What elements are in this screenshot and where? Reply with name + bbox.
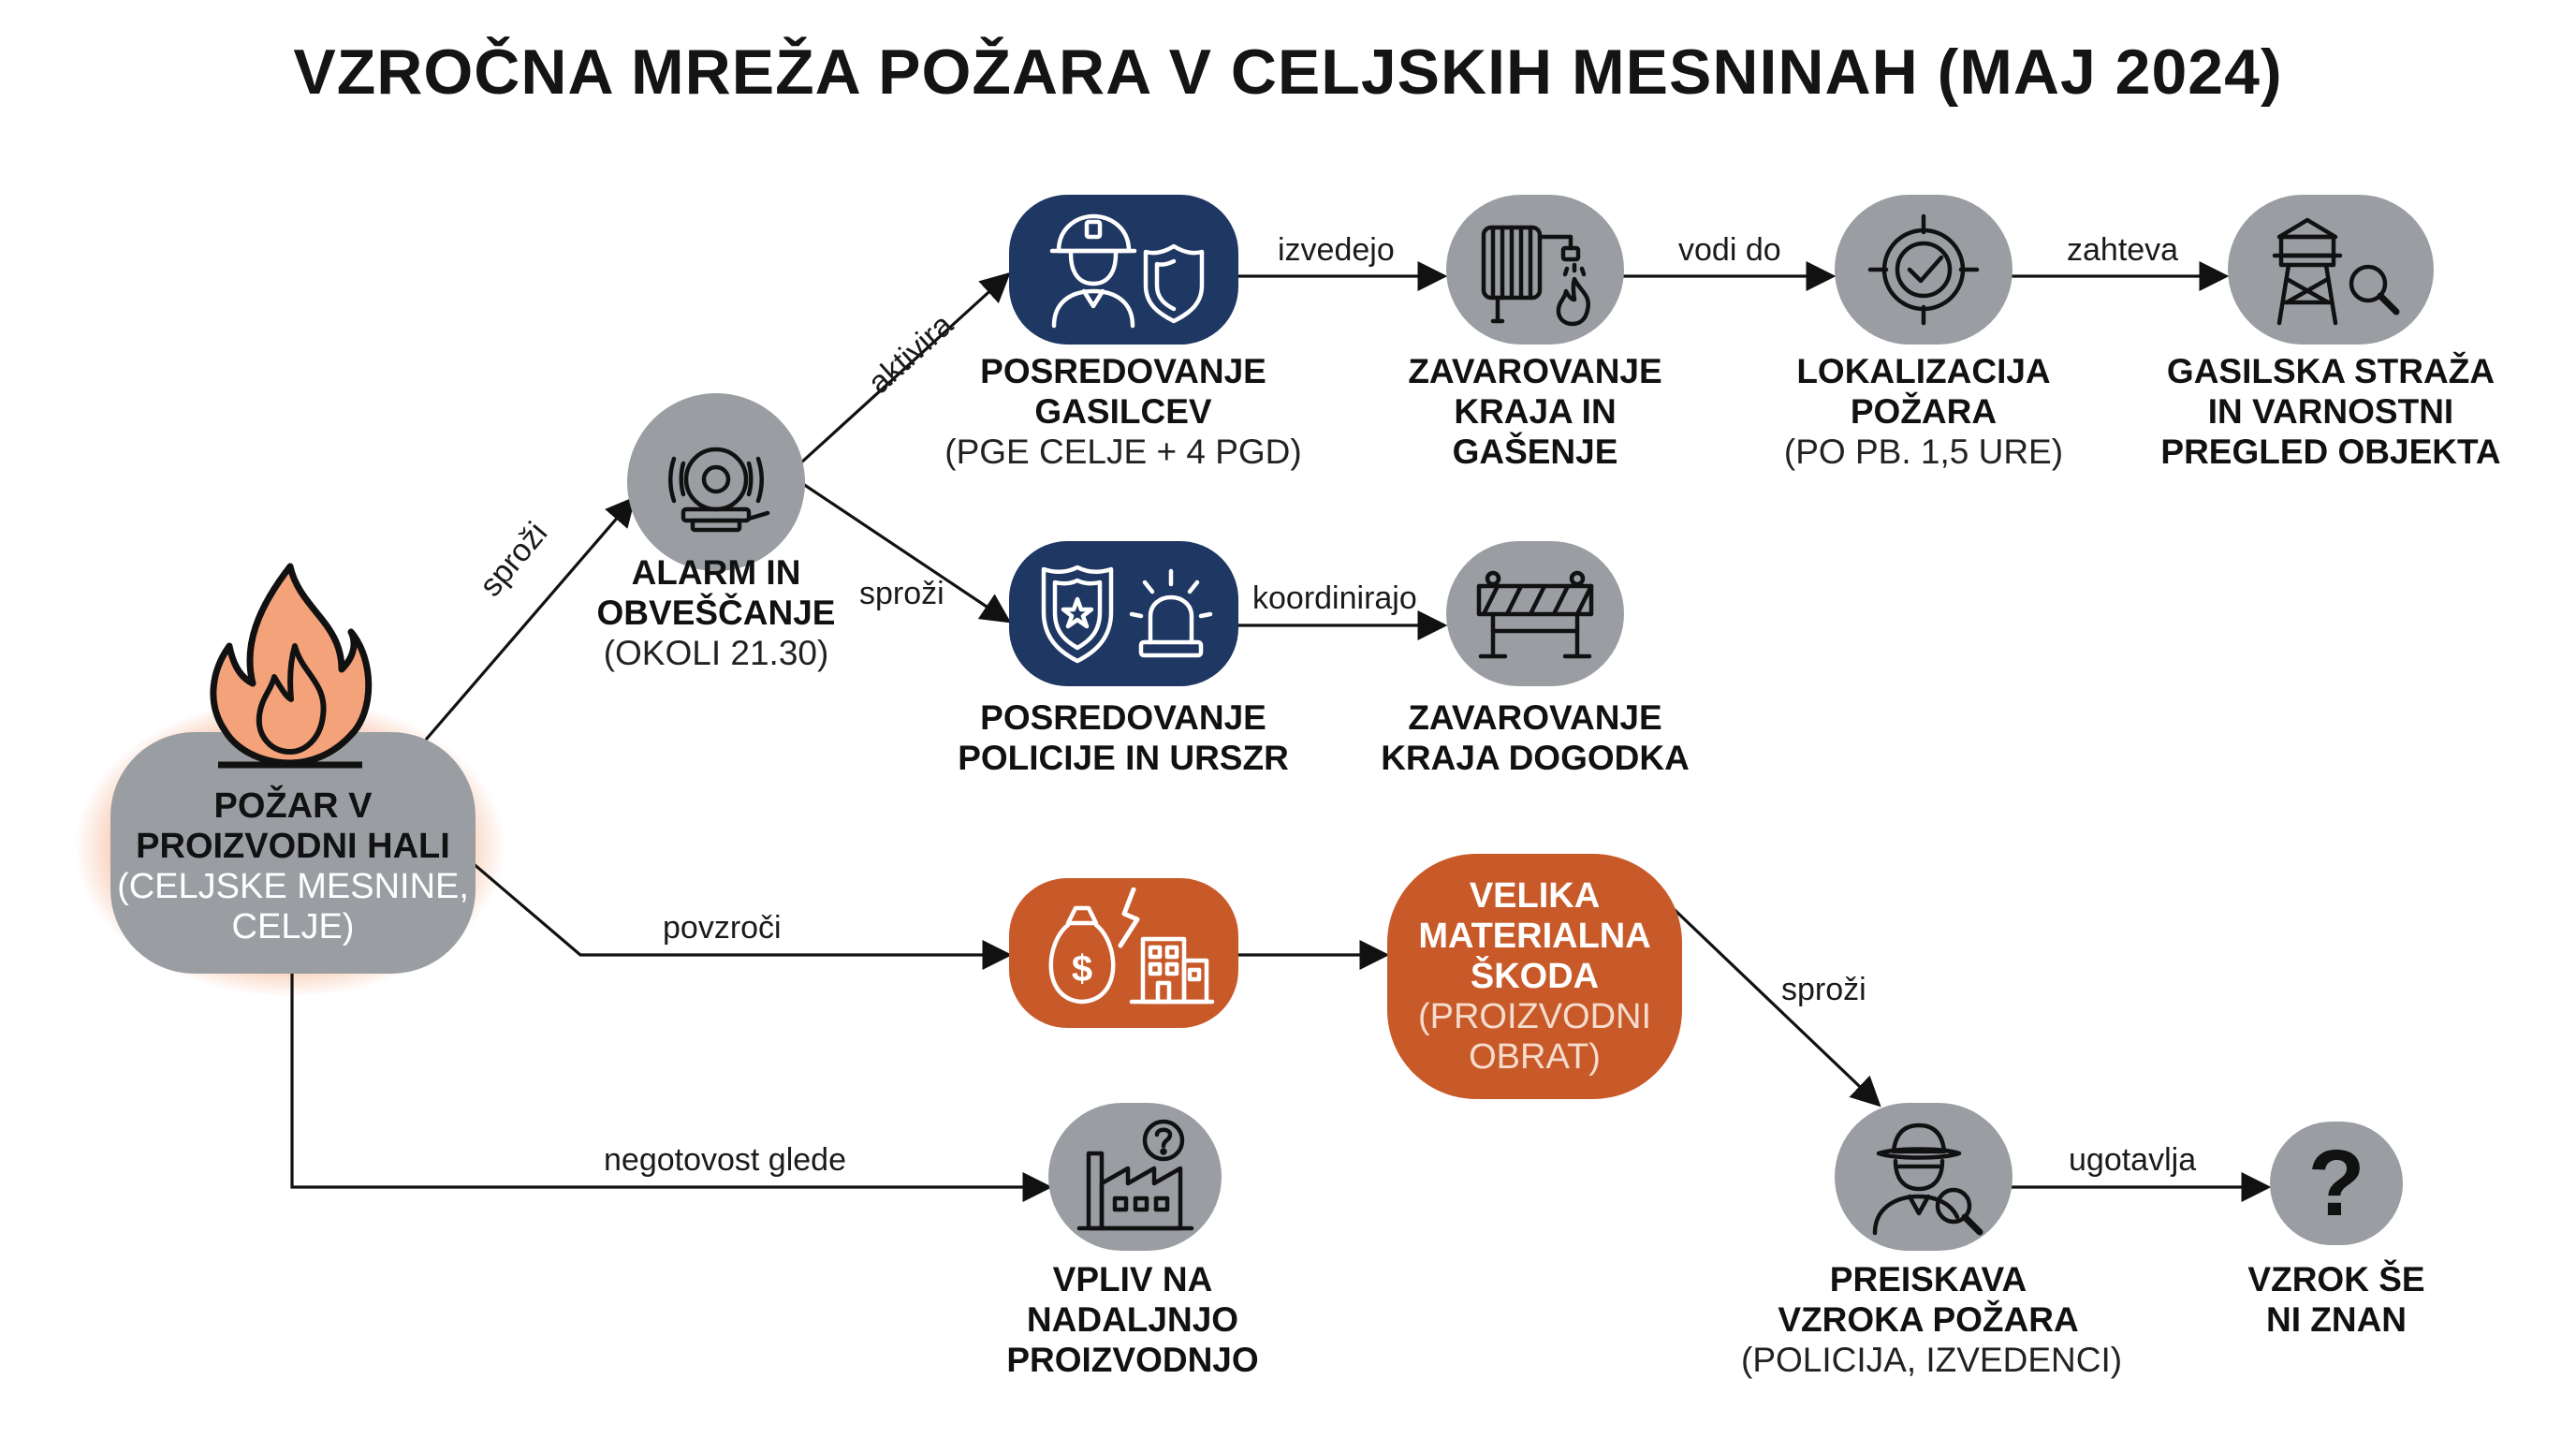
edge-label-alarm-firefighters: aktivira: [861, 306, 960, 402]
damage-sub: (PROIZVODNI OBRAT): [1417, 996, 1652, 1077]
damage-node: [1387, 854, 1682, 1099]
alarm-title: ALARM IN OBVEŠČANJE: [596, 553, 836, 632]
edge-label-fire-damage: povzroči: [663, 910, 782, 946]
question-mark-icon: ?: [2307, 1131, 2365, 1236]
detective-icon: [1858, 1116, 1989, 1238]
production-label: [964, 1259, 1301, 1380]
localize-sub: (PO PB. 1,5 URE): [1783, 433, 2064, 471]
edge-label-firefighters-extinguish: izvedejo: [1278, 232, 1395, 268]
investigation-label: [1741, 1259, 2123, 1380]
localize-label: [1760, 351, 2087, 472]
watch-label: [2144, 351, 2518, 472]
svg-text:$: $: [1071, 948, 1092, 990]
watch-node: [2228, 195, 2434, 345]
police-title: POSREDOVANJE POLICIJE IN URSZR: [958, 698, 1289, 777]
extinguish-title: ZAVAROVANJE KRAJA IN GAŠENJE: [1408, 352, 1662, 471]
edge-label-fire-alarm: sproži: [473, 515, 555, 604]
alarm-sub: (OKOLI 21.30): [603, 634, 829, 672]
unknown-title: VZROK ŠE NI ZNAN: [2247, 1260, 2425, 1339]
fire-hose-icon: [1470, 209, 1601, 330]
production-title: VPLIV NA NADALJNJO PROIZVODNJO: [1006, 1260, 1259, 1379]
damage-icon-node: [1009, 878, 1238, 1028]
alarm-node: [627, 393, 805, 571]
alarm-label: [576, 552, 856, 673]
police-node: [1009, 541, 1238, 686]
firefighter-icon: [1035, 209, 1213, 330]
watch-title: GASILSKA STRAŽA IN VARNOSTNI PREGLED OBJEKTA: [2160, 352, 2501, 471]
firefighters-title: POSREDOVANJE GASILCEV: [980, 352, 1266, 431]
firefighters-sub: (PGE CELJE + 4 PGD): [944, 433, 1302, 471]
fire-node-sub: (CELJSKE MESNINE, CELJE): [117, 867, 469, 946]
watchtower-icon: [2251, 209, 2410, 330]
diagram-title: VZROČNA MREŽA POŽARA V CELJSKIH MESNINAH (MAJ 2024): [293, 37, 2283, 108]
extinguish-node: [1446, 195, 1624, 345]
edge-label-fire-production: negotovost glede: [604, 1142, 846, 1178]
edge-label-investigation-unknown: ugotavlja: [2069, 1142, 2197, 1178]
edge-label-alarm-police: sproži: [859, 576, 944, 611]
firefighters-label: [936, 351, 1310, 472]
unknown-label: [2196, 1259, 2477, 1340]
edge-label-localize-watch: zahteva: [2067, 232, 2179, 268]
edge-label-damage-investigation: sproži: [1781, 972, 1866, 1007]
damage-title: VELIKA MATERIALNA ŠKODA: [1418, 875, 1651, 996]
production-node: [1048, 1103, 1222, 1251]
firefighters-node: [1009, 195, 1238, 345]
fire-node-title: POŽAR V PROIZVODNI HALI: [136, 786, 450, 866]
police-label: [927, 697, 1320, 778]
localize-title: LOKALIZACIJA POŽARA: [1796, 352, 2051, 431]
secure-title: ZAVAROVANJE KRAJA DOGODKA: [1381, 698, 1690, 777]
investigation-node: [1835, 1103, 2012, 1251]
barrier-icon: [1470, 558, 1601, 670]
investigation-title: PREISKAVA VZROKA POŽARA: [1778, 1260, 2079, 1339]
secure-node: [1446, 541, 1624, 686]
money-building-damage-icon: [1031, 888, 1218, 1019]
flame-icon: [201, 557, 379, 772]
investigation-sub: (POLICIJA, IZVEDENCI): [1741, 1341, 2123, 1379]
police-badge-icon: [1031, 558, 1218, 670]
secure-label: [1357, 697, 1713, 778]
edge-label-police-secure: koordinirajo: [1252, 580, 1417, 616]
fire-node-text: [110, 786, 476, 947]
localize-node: [1835, 195, 2012, 345]
factory-question-icon: [1070, 1116, 1201, 1238]
unknown-node: [2270, 1122, 2403, 1245]
edge-label-extinguish-localize: vodi do: [1678, 232, 1781, 268]
target-check-icon: [1863, 209, 1984, 330]
extinguish-label: [1367, 351, 1704, 472]
alarm-bell-icon: [655, 421, 777, 543]
